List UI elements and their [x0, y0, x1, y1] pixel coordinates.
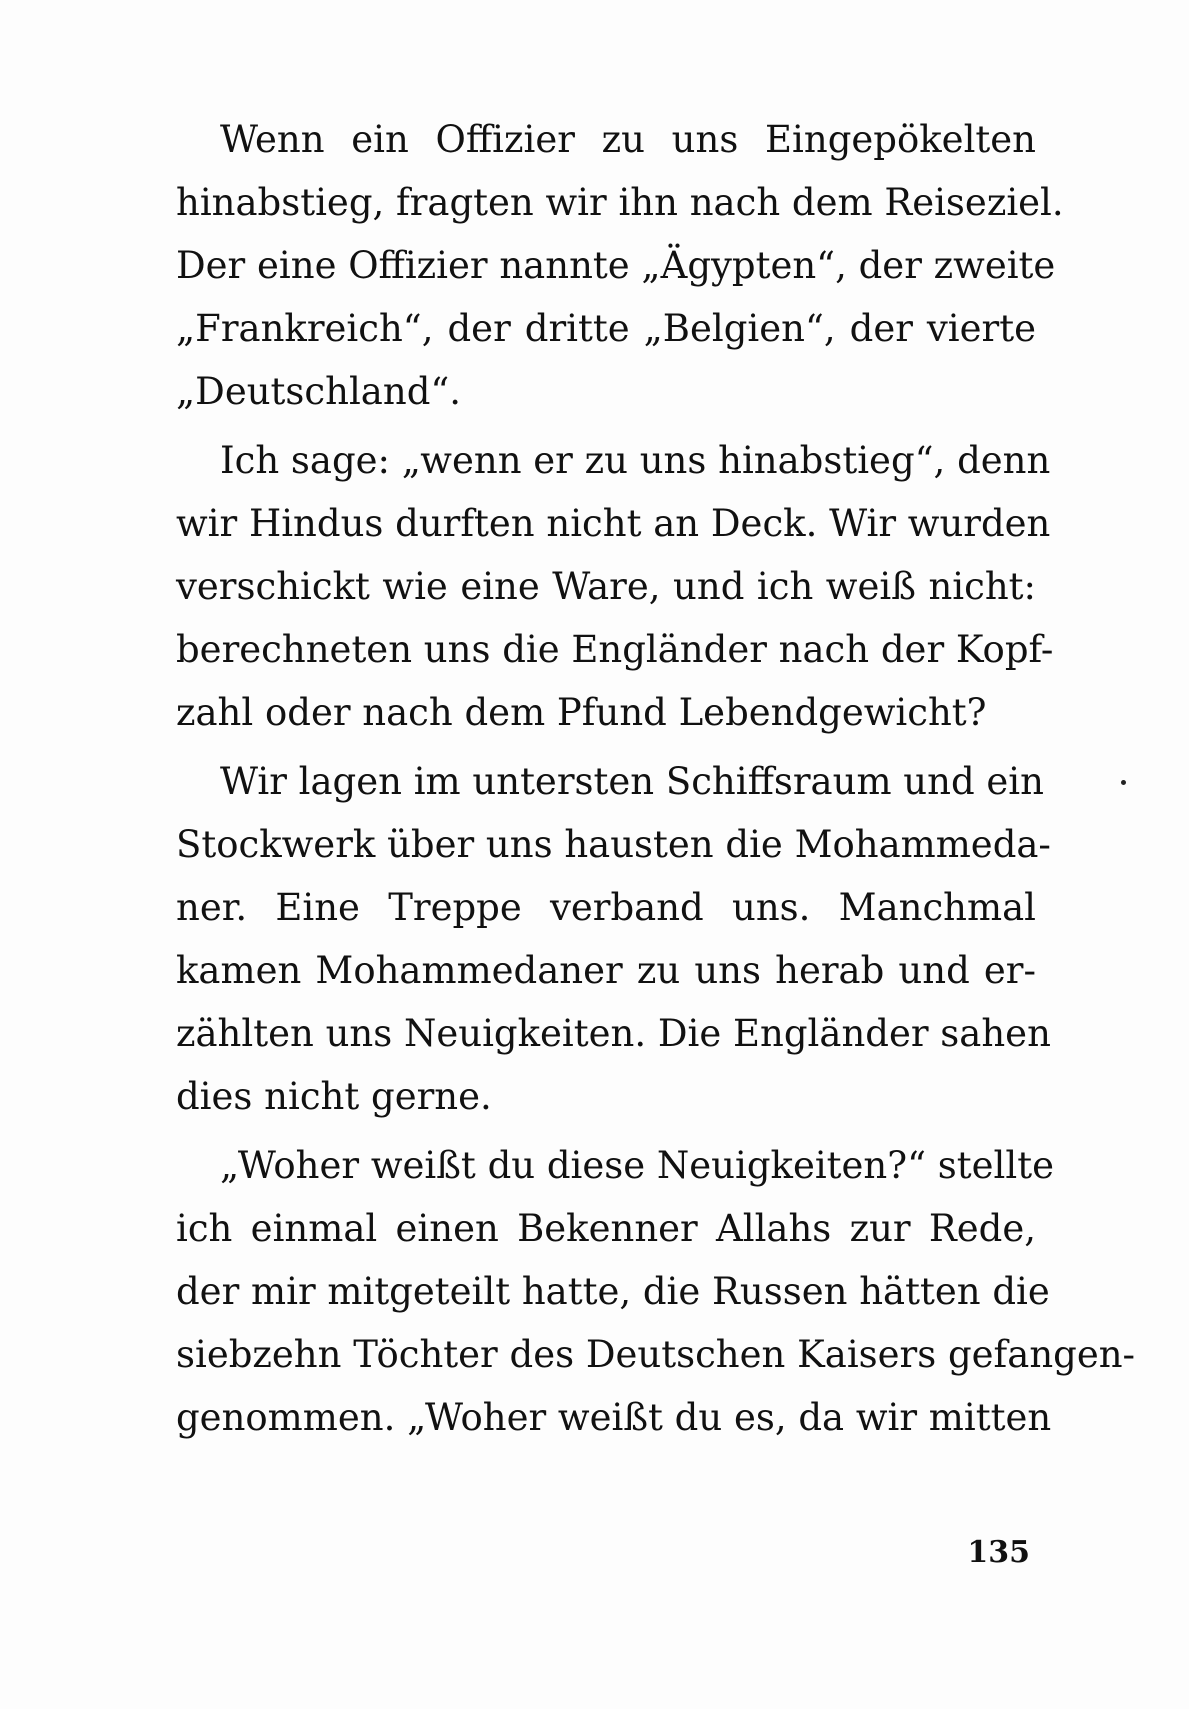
- text-line: hinabstieg, fragten wir ihn nach dem Reiseziel.: [176, 181, 1064, 224]
- text-line: dies nicht gerne.: [176, 1075, 492, 1118]
- text-line: ner. Eine Treppe verband uns. Manchmal: [176, 886, 1036, 929]
- text-line: Wir lagen im untersten Schiffsraum und ein: [220, 760, 1044, 803]
- text-line: der mir mitgeteilt hatte, die Russen hätten die: [176, 1270, 1050, 1313]
- text-line: zählten uns Neuigkeiten. Die Engländer sahen: [176, 1012, 1051, 1055]
- text-line: „Woher weißt du diese Neuigkeiten?“ stellte: [220, 1144, 1054, 1187]
- text-line: verschickt wie eine Ware, und ich weiß nicht:: [176, 565, 1036, 608]
- text-line: berechneten uns die Engländer nach der Kopf-: [176, 628, 1054, 671]
- text-line: siebzehn Töchter des Deutschen Kaisers gefangen-: [176, 1333, 1136, 1376]
- text-line: genommen. „Woher weißt du es, da wir mitten: [176, 1396, 1052, 1439]
- text-line: Stockwerk über uns hausten die Mohammeda-: [176, 823, 1051, 866]
- page-number: 135: [967, 1535, 1030, 1570]
- text-line: „Frankreich“, der dritte „Belgien“, der vierte: [176, 307, 1036, 350]
- print-speck: [1121, 780, 1126, 785]
- text-line: Wenn ein Offizier zu uns Eingepökelten: [220, 118, 1036, 161]
- text-line: wir Hindus durften nicht an Deck. Wir wurden: [176, 502, 1051, 545]
- text-line: Der eine Offizier nannte „Ägypten“, der zweite: [176, 244, 1056, 287]
- text-line: ich einmal einen Bekenner Allahs zur Rede,: [176, 1207, 1036, 1250]
- body-text: [176, 108, 1136, 1449]
- text-line: Ich sage: „wenn er zu uns hinabstieg“, denn: [220, 439, 1051, 482]
- text-line: zahl oder nach dem Pfund Lebendgewicht?: [176, 691, 987, 734]
- text-line: „Deutschland“.: [176, 370, 462, 413]
- text-line: kamen Mohammedaner zu uns herab und er-: [176, 949, 1036, 992]
